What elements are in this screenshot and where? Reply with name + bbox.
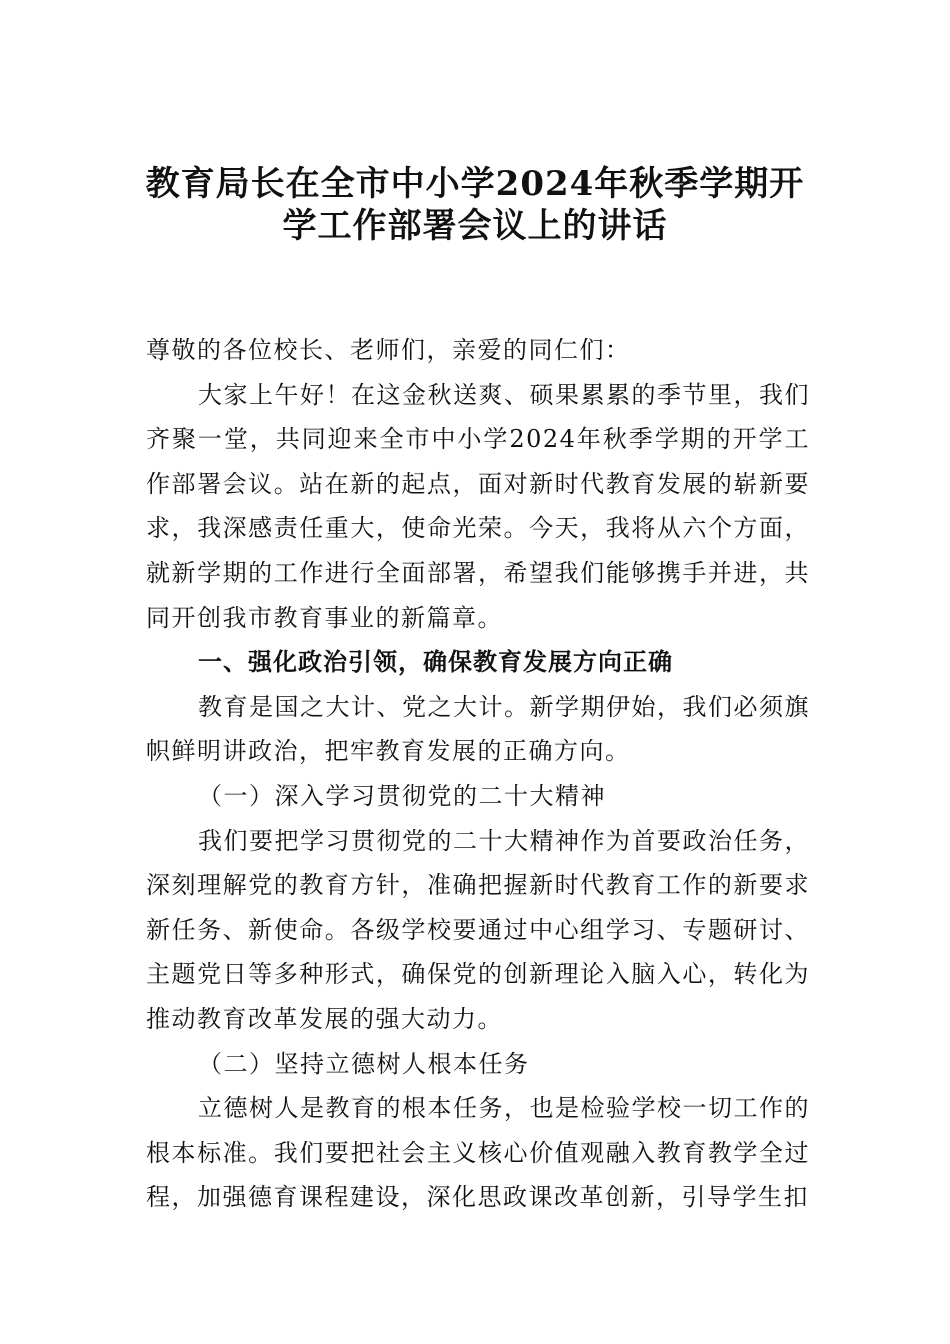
salutation: 尊敬的各位校长、老师们，亲爱的同仁们： <box>146 336 631 364</box>
subsection-2-heading: （二）坚持立德树人根本任务 <box>198 1049 530 1078</box>
section-1-heading: 一、强化政治引领，确保教育发展方向正确 <box>198 648 673 677</box>
document-title-line-2: 学工作部署会议上的讲话 <box>282 206 668 246</box>
subsection-1-text: 我们要把学习贯彻党的二十大精神作为首要政治任务，深刻理解党的教育方针，准确把握新时代教育工作的新要求新任务、新使命。各级学校要通过中心组学习、专题研讨、主题党日等多种形式，确保党的创新理论入脑入心，转化为推动教育改革发展的强大动力。 <box>146 826 810 1033</box>
opening-paragraph: 大家上午好！在这金秋送爽、硕果累累的季节里，我们齐聚一堂，共同迎来全市中小学2024年秋季学期的开学工作部署会议。站在新的起点，面对新时代教育发展的崭新要求，我深感责任重大，使命光荣。今天，我将从六个方面，就新学期的工作进行全面部署，希望我们能够携手并进，共同开创我市教育事业的新篇章。 <box>146 380 810 632</box>
document-title-line-1: 教育局长在全市中小学2024年秋季学期开 <box>145 164 805 204</box>
document-body <box>146 328 810 1220</box>
section-1-intro: 教育是国之大计、党之大计。新学期伊始，我们必须旗帜鲜明讲政治，把牢教育发展的正确方向。 <box>146 692 810 766</box>
subsection-2-text: 立德树人是教育的根本任务，也是检验学校一切工作的根本标准。我们要把社会主义核心价值观融入教育教学全过程，加强德育课程建设，深化思政课改革创新，引导学生扣 <box>146 1094 810 1212</box>
subsection-1-heading: （一）深入学习贯彻党的二十大精神 <box>198 781 606 810</box>
